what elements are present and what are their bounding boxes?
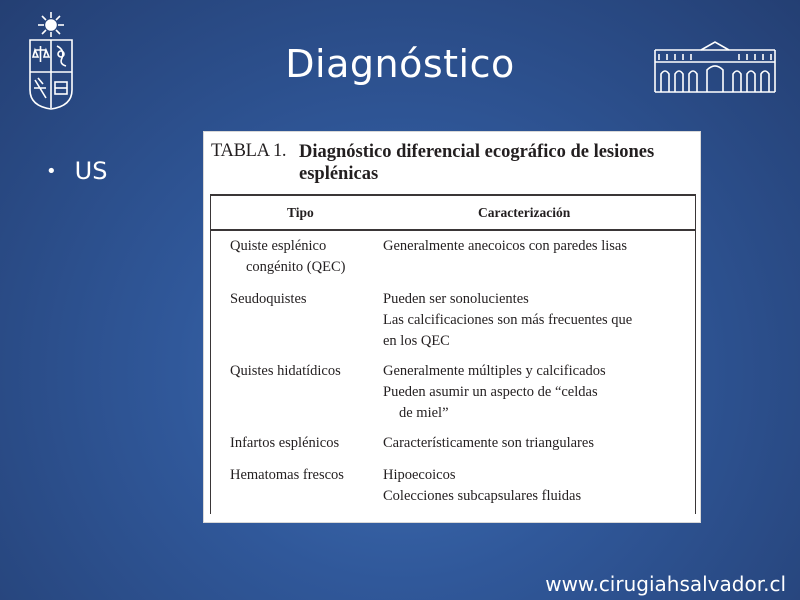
cell-line: Hematomas frescos (230, 467, 344, 483)
table-row-caracterizacion (383, 236, 691, 257)
cell-line: Quiste esplénico (230, 238, 327, 254)
column-header-caracterizacion: Caracterización (478, 205, 571, 220)
cell-line: Seudoquistes (230, 291, 307, 307)
table-row-caracterizacion (383, 361, 691, 424)
cell-line: en los QEC (383, 333, 450, 349)
column-header-tipo: Tipo (287, 205, 314, 220)
table-row-caracterizacion (383, 465, 691, 507)
data-table (210, 194, 696, 514)
bullet-text: US (74, 157, 108, 185)
cell-line: Hipoecoicos (383, 467, 456, 483)
cell-line: Pueden ser sonolucientes (383, 291, 529, 307)
table-row-tipo (230, 361, 380, 382)
cell-line: Generalmente múltiples y calcificados (383, 363, 606, 379)
table-row-tipo (230, 236, 380, 278)
table-row-caracterizacion (383, 433, 691, 454)
cell-line: congénito (QEC) (246, 259, 346, 275)
bullet-dot-icon: • (46, 160, 57, 182)
cell-line: Quistes hidatídicos (230, 363, 341, 379)
cell-line: Pueden asumir un aspecto de “celdas (383, 384, 598, 400)
cell-line: Las calcificaciones son más frecuentes que (383, 312, 633, 328)
slide-title: Diagnóstico (285, 42, 515, 86)
table-row-tipo (230, 433, 380, 454)
cell-line: de miel” (399, 405, 449, 421)
table-caption-prefix: TABLA 1. (211, 141, 287, 161)
bullet-list (46, 157, 107, 185)
footer-website-link[interactable]: www.cirugiahsalvador.cl (545, 572, 786, 596)
table-caption-title: Diagnóstico diferencial ecográfico de lesiones esplénicas (299, 142, 655, 184)
table-figure (203, 131, 701, 523)
table-row-caracterizacion (383, 289, 691, 352)
bullet-item (46, 157, 107, 185)
cell-line: Generalmente anecoicos con paredes lisas (383, 238, 627, 254)
cell-line: Infartos esplénicos (230, 435, 340, 451)
table-row-tipo (230, 289, 380, 310)
table-row-tipo (230, 465, 380, 486)
cell-line: Colecciones subcapsulares fluidas (383, 488, 582, 504)
table-header-row (211, 196, 695, 231)
cell-line: Característicamente son triangulares (383, 435, 594, 451)
